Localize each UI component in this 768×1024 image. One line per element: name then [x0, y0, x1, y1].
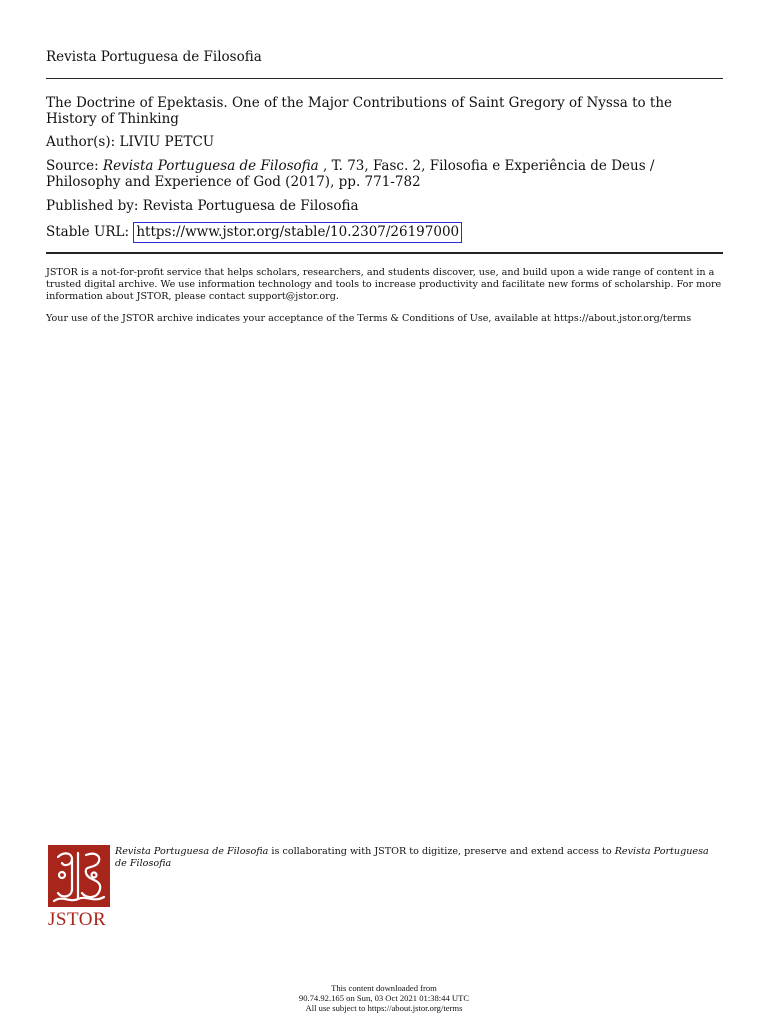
divider-top [46, 78, 723, 79]
footer-line-1: This content downloaded from [331, 983, 437, 993]
collab-partner: Revista Portuguesa de Filosofia [115, 846, 269, 857]
stable-url-link[interactable]: https://www.jstor.org/stable/10.2307/26197000 [133, 222, 462, 243]
source-journal: Revista Portuguesa de Filosofia [102, 158, 319, 174]
publisher-value: Revista Portuguesa de Filosofia [142, 198, 359, 214]
jstor-logo-text: JSTOR [48, 909, 107, 930]
footer-line-3: All use subject to https://about.jstor.org/terms [305, 1003, 463, 1013]
collab-text: is collaborating with JSTOR to digitize, preserve and extend access to [268, 846, 615, 857]
divider-bottom [46, 252, 723, 254]
terms-notice: Your use of the JSTOR archive indicates your acceptance of the Terms & Conditions of Use, available at https://about.jstor.org/terms [46, 313, 692, 324]
source-label: Source: [46, 158, 99, 174]
source-details: , T. 73, Fasc. 2, Filosofia e Experiência de Deus / Philosophy and Experience of God (2017), pp. 771-782 [46, 158, 655, 190]
authors-value: LIVIU PETCU [119, 134, 215, 150]
source-line [46, 158, 723, 190]
jstor-logo-icon [48, 845, 110, 907]
publisher-label: Published by: [46, 198, 139, 214]
collaboration-notice [115, 846, 715, 869]
journal-name: Revista Portuguesa de Filosofia [46, 49, 262, 65]
authors-label: Author(s): [46, 134, 116, 150]
stable-url-label: Stable URL: [46, 224, 130, 240]
publisher-line [46, 198, 723, 214]
authors-line [46, 134, 723, 150]
collab-partner-again: Revista Portuguesa de Filosofia [115, 846, 709, 869]
jstor-mission-notice: JSTOR is a not-for-profit service that helps scholars, researchers, and students discover, use, and build upon a wide range of content in a trusted digital archive. We use information technology and tools to increase productivity and facilitate new forms of scholarship. For more information about JSTOR, please contact support@jstor.org. [46, 267, 722, 302]
article-title: The Doctrine of Epektasis. One of the Major Contributions of Saint Gregory of Nyssa to the History of Thinking [46, 95, 673, 127]
footer-line-2: 90.74.92.165 on Sun, 03 Oct 2021 01:38:44 UTC [298, 993, 470, 1003]
download-footer [0, 983, 768, 1013]
stable-url-line [46, 222, 723, 243]
jstor-logo[interactable] [48, 845, 112, 931]
